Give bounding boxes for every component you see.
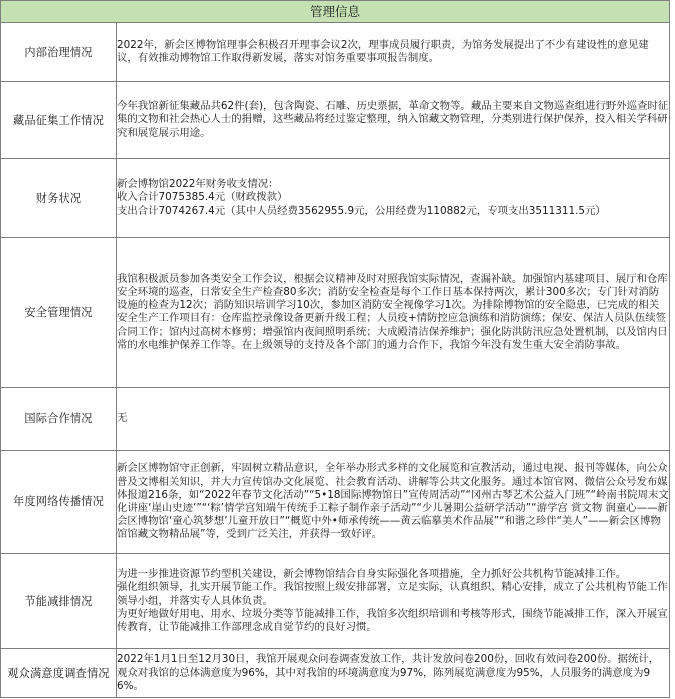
row-label: 藏品征集工作情况	[1, 82, 117, 159]
row-content: 2022年，新会区博物馆理事会积极召开理事会议2次，理事成员履行职责，为馆务发展提出了不少有建设性的意见建议，有效推动博物馆工作取得新发展，落实对馆务重要事项报告制度。	[117, 23, 670, 82]
row-label: 财务状况	[1, 159, 117, 238]
row-content: 新会区博物馆守正创新，牢固树立精品意识，全年举办形式多样的文化展览和宣教活动，通过电视、报刊等媒体，向公众普及文博相关知识，并大力宣传馆办文化展览、社会教育活动、讲解等公共文化服务。通过本馆官网、微信公众号发布媒体报道216条，如“2022年春节文化活动”“5•18国际博物馆日”宣传周活动”“冈州古琴艺术公益入门班”“岭南书院周末文化讲座‘崖山史迹’”“‘粽’情学宫知端午传统手工粽子制作亲子活动”“少儿暑期公益研学活动”“游学宫 赏文物 润童心——新会区博物馆‘童心筑梦想’儿童开放日”“概览中外•师承传统——黄云临摹美术作品展”“和谐之珍伴“美人”——新会区博物馆馆藏文物精品展”等，受到广泛关注，并获得一致好评。	[117, 450, 670, 553]
row-label: 节能减排情况	[1, 554, 117, 649]
table-title: 管理信息	[1, 1, 670, 23]
table-row-financial-status	[1, 159, 670, 238]
table-row-collection-acquisition	[1, 82, 670, 159]
table-row-safety-management	[1, 238, 670, 388]
table-row-energy-saving	[1, 554, 670, 649]
title-row	[1, 1, 670, 23]
table-row-internal-governance	[1, 23, 670, 82]
row-label: 观众满意度调查情况	[1, 649, 117, 698]
row-label: 国际合作情况	[1, 387, 117, 450]
row-content: 今年我馆新征集藏品共62件(套)，包含陶瓷、石雕、历史票据，革命文物等。藏品主要来自文物巡查组进行野外巡查时征集的文物和社会热心人士的捐赠，这些藏品将经过鉴定整理，纳入馆藏文物管理，分类别进行保护保养，投入相关学科研究和展览展示用途。	[117, 82, 670, 159]
table-row-online-communication	[1, 450, 670, 553]
row-content: 新会博物馆2022年财务收支情况： 收入合计7075385.4元（财政拨款） 支出合计7074267.4元（其中人员经费3562955.9元，公用经费为110882元，专项支出3511311.5元）	[117, 159, 670, 238]
row-content: 我馆积极派员参加各类安全工作会议，根据会议精神及时对照我馆实际情况，查漏补缺。加强馆内基建项目、展厅和仓库安全环境的巡查，日常安全生产检查80多次；消防安全检查是每个工作日基本保持两次，累计300多次；专门针对消防设施的检查为12次；消防知识培训学习10次，参加区消防安全视像学习1次。为排除博物馆的安全隐患，已完成的相关安全生产工作项目有：仓库监控录像设备更新升级工程；人员疫+情防控应急演练和消防演练；保安、保洁人员队伍续签合同工作；馆内过高树木修剪；增强馆内夜间照明系统；大成殿清洁保养维护；强化防洪防汛应急处置机制，以及馆内日常的水电维护保养工作等。在上级领导的支持及各个部门的通力合作下，我馆今年没有发生重大安全消防事故。	[117, 238, 670, 388]
row-content: 为进一步推进资源节约型机关建设，新会博物馆结合自身实际强化各项措施，全力抓好公共机构节能减排工作。 强化组织领导，扎实开展节能工作。我馆按照上级安排部署，立足实际，认真组织、精心安排，成立了公共机构节能工作领导小组，并落实专人具体负责。 为更好地做好用电、用水、垃圾分类等节能减排工作，我馆多次组织培训和考核等形式，围绕节能减排工作，深入开展宣传教育，让节能减排工作部理念成自觉节约的良好习惯。	[117, 554, 670, 649]
row-label: 安全管理情况	[1, 238, 117, 388]
row-label: 年度网络传播情况	[1, 450, 117, 553]
row-content: 2022年1月1日至12月30日，我馆开展观众问卷调查发放工作，共计发放问卷200份，回收有效问卷200份。据统计，观众对我馆的总体满意度为96%，其中对我馆的环境满意度为97%，陈列展览满意度为95%，人员服务的满意度为96%。	[117, 649, 670, 698]
row-content: 无	[117, 387, 670, 450]
table-row-international-cooperation	[1, 387, 670, 450]
row-label: 内部治理情况	[1, 23, 117, 82]
table-row-visitor-satisfaction	[1, 649, 670, 698]
